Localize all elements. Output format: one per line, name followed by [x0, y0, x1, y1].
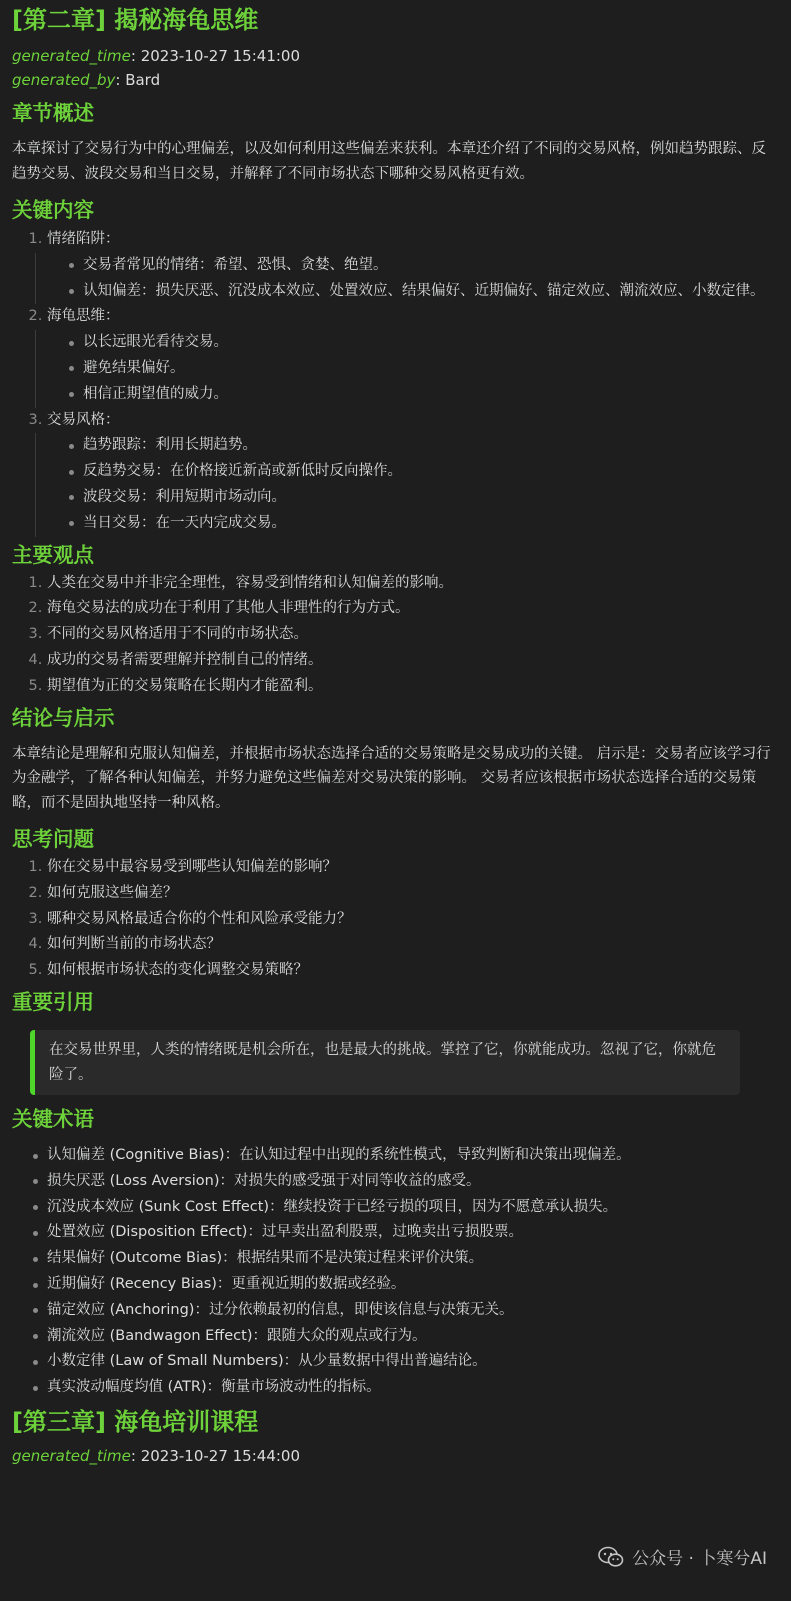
sub-list-item: 认知偏差：损失厌恶、沉没成本效应、处置效应、结果偏好、近期偏好、锚定效应、潮流效应、小数定律。 [83, 279, 779, 305]
section-heading-conclusion: 结论与启示 [12, 705, 115, 730]
meta-key: generated_time [12, 47, 131, 65]
list-item: 1. 人类在交易中并非完全理性，容易受到情绪和认知偏差的影响。 [47, 571, 779, 597]
list-item: 5. 如何根据市场状态的变化调整交易策略？ [47, 958, 779, 984]
sub-list-item: 以长远眼光看待交易。 [83, 330, 779, 356]
section-heading-key-content: 关键内容 [12, 198, 94, 222]
quote-text: 在交易世界里，人类的情绪既是机会所在，也是最大的挑战。掌控了它，你就能成功。忽视了它，你就危险了。 [49, 1042, 716, 1083]
meta-value: : 2023-10-27 15:44:00 [130, 1447, 301, 1465]
chapter-title: [第三章] 海龟培训课程 [12, 1408, 259, 1436]
list-item [47, 304, 779, 407]
overview-paragraph: 本章探讨了交易行为中的心理偏差，以及如何利用这些偏差来获利。本章还介绍了不同的交易风格，例如趋势跟踪、反趋势交易、波段交易和当日交易，并解释了不同市场状态下哪种交易风格更有效。 [12, 141, 766, 182]
term-item: 近期偏好 (Recency Bias)：更重视近期的数据或经验。 [47, 1272, 779, 1298]
section-heading-terms: 关键术语 [12, 1107, 94, 1132]
list-item: 5. 期望值为正的交易策略在长期内才能盈利。 [47, 674, 779, 700]
sub-list-item: 反趋势交易：在价格接近新高或新低时反向操作。 [83, 459, 779, 485]
questions-list [12, 855, 779, 984]
meta-line [12, 68, 779, 92]
list-item: 4. 如何判断当前的市场状态？ [47, 932, 779, 958]
sub-list [35, 433, 779, 536]
section-heading-quote: 重要引用 [12, 990, 94, 1015]
sub-list [35, 330, 779, 407]
term-item: 损失厌恶 (Loss Aversion)：对损失的感受强于对同等收益的感受。 [47, 1169, 779, 1195]
section-heading-questions: 思考问题 [12, 827, 94, 852]
meta-key: generated_time [12, 1447, 131, 1465]
conclusion-paragraph: 本章结论是理解和克服认知偏差，并根据市场状态选择合适的交易策略是交易成功的关键。 启示是：交易者应该学习行为金融学，了解各种认知偏差，并努力避免这些偏差对交易决策的影响。 交易者应该根据市场状态选择合适的交易策略，而不是固执地坚持一种风格。 [12, 745, 771, 811]
section-heading-main-points: 主要观点 [12, 542, 94, 567]
meta-value: : 2023-10-27 15:41:00 [130, 47, 301, 65]
term-item: 潮流效应 (Bandwagon Effect)：跟随大众的观点或行为。 [47, 1324, 779, 1350]
list-item: 3. 不同的交易风格适用于不同的市场状态。 [47, 622, 779, 648]
meta-line [12, 1444, 779, 1468]
term-item: 处置效应 (Disposition Effect)：过早卖出盈利股票，过晚卖出亏损股票。 [47, 1220, 779, 1246]
list-item: 3. 哪种交易风格最适合你的个性和风险承受能力？ [47, 907, 779, 933]
meta-key: generated_by [12, 71, 116, 89]
blockquote [30, 1030, 740, 1095]
sub-list-item: 交易者常见的情绪：希望、恐惧、贪婪、绝望。 [83, 253, 779, 279]
list-item: 4. 成功的交易者需要理解并控制自己的情绪。 [47, 648, 779, 674]
term-item: 沉没成本效应 (Sunk Cost Effect)：继续投资于已经亏损的项目，因为不愿意承认损失。 [47, 1195, 779, 1221]
sub-list-item: 当日交易：在一天内完成交易。 [83, 511, 779, 537]
term-item: 锚定效应 (Anchoring)：过分依赖最初的信息，即使该信息与决策无关。 [47, 1298, 779, 1324]
list-item-label: 交易风格： [47, 411, 120, 428]
list-item [47, 227, 779, 304]
wechat-icon [598, 1546, 624, 1568]
meta-line [12, 44, 779, 68]
list-item: 1. 你在交易中最容易受到哪些认知偏差的影响？ [47, 855, 779, 881]
list-item-label: 海龟思维： [47, 308, 120, 325]
list-item: 2. 如何克服这些偏差？ [47, 881, 779, 907]
sub-list-item: 避免结果偏好。 [83, 356, 779, 382]
list-item [47, 408, 779, 537]
watermark [598, 1544, 767, 1569]
section-heading-overview: 章节概述 [12, 101, 94, 125]
terms-list [12, 1143, 779, 1401]
term-item: 认知偏差 (Cognitive Bias)：在认知过程中出现的系统性模式，导致判断和决策出现偏差。 [47, 1143, 779, 1169]
list-item-label: 情绪陷阱： [47, 231, 120, 247]
list-item: 2. 海龟交易法的成功在于利用了其他人非理性的行为方式。 [47, 596, 779, 622]
sub-list-item: 趋势跟踪：利用长期趋势。 [83, 433, 779, 459]
sub-list-item: 波段交易：利用短期市场动向。 [83, 485, 779, 511]
term-item: 结果偏好 (Outcome Bias)：根据结果而不是决策过程来评价决策。 [47, 1246, 779, 1272]
sub-list-item: 相信正期望值的威力。 [83, 382, 779, 408]
sub-list [35, 253, 779, 305]
watermark-text: 公众号 · 卜寒兮AI [632, 1549, 767, 1569]
term-item: 小数定律 (Law of Small Numbers)：从少量数据中得出普遍结论。 [47, 1349, 779, 1375]
key-content-list [12, 227, 779, 537]
term-item: 真实波动幅度均值 (ATR)：衡量市场波动性的指标。 [47, 1375, 779, 1401]
meta-value: : Bard [115, 71, 161, 89]
chapter-title: [第二章] 揭秘海龟思维 [12, 6, 259, 34]
main-points-list [12, 571, 779, 700]
